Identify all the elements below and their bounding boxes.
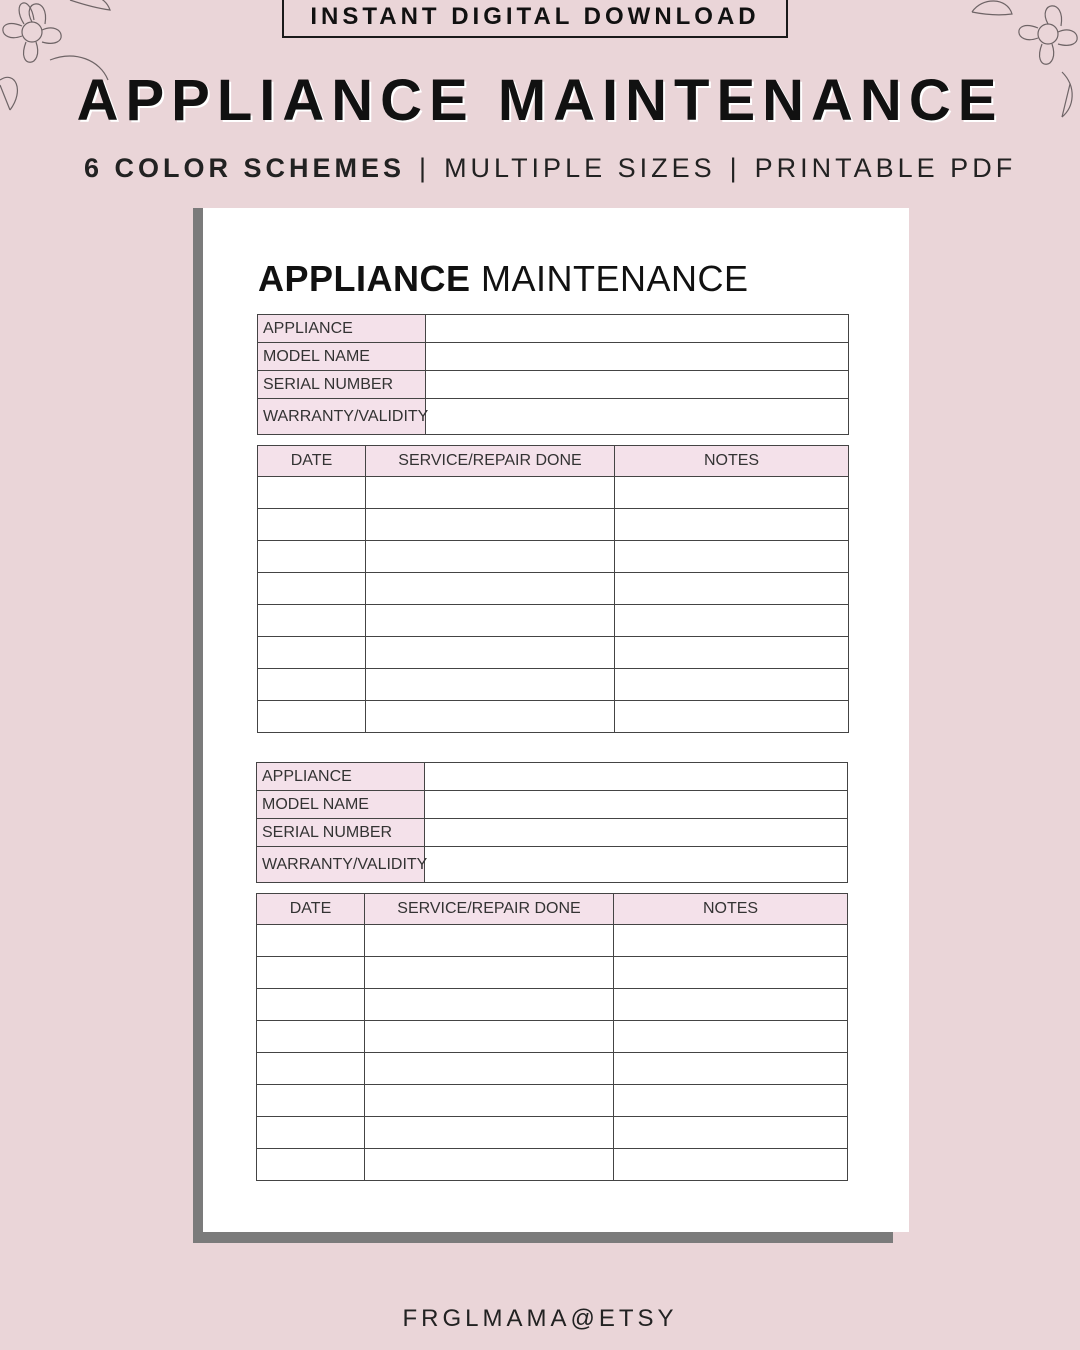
info-value-cell[interactable]: [425, 847, 848, 883]
column-header-date: DATE: [258, 446, 366, 477]
instant-download-badge: INSTANT DIGITAL DOWNLOAD: [282, 0, 788, 38]
log-cell[interactable]: [615, 573, 849, 605]
log-cell[interactable]: [258, 509, 366, 541]
log-cell[interactable]: [366, 701, 615, 733]
log-cell[interactable]: [366, 637, 615, 669]
table-row: [258, 605, 849, 637]
service-log-table: [256, 893, 848, 1181]
log-cell[interactable]: [365, 1021, 614, 1053]
info-label: WARRANTY/VALIDITY: [257, 847, 425, 883]
printable-page: [203, 208, 909, 1232]
log-cell[interactable]: [258, 605, 366, 637]
log-cell[interactable]: [258, 669, 366, 701]
log-cell[interactable]: [366, 669, 615, 701]
log-cell[interactable]: [615, 669, 849, 701]
log-cell[interactable]: [257, 1021, 365, 1053]
log-cell[interactable]: [615, 477, 849, 509]
info-value-cell[interactable]: [426, 399, 849, 435]
table-row: [258, 541, 849, 573]
table-row: [258, 509, 849, 541]
log-cell[interactable]: [615, 605, 849, 637]
log-cell[interactable]: [258, 701, 366, 733]
column-header-notes: NOTES: [615, 446, 849, 477]
log-cell[interactable]: [615, 637, 849, 669]
table-row: [257, 1053, 848, 1085]
table-row: [258, 477, 849, 509]
log-cell[interactable]: [258, 573, 366, 605]
table-row: [257, 1021, 848, 1053]
info-value-cell[interactable]: [426, 371, 849, 399]
info-label: APPLIANCE: [258, 315, 426, 343]
info-value-cell[interactable]: [426, 343, 849, 371]
log-cell[interactable]: [258, 477, 366, 509]
log-cell[interactable]: [258, 541, 366, 573]
log-cell[interactable]: [257, 957, 365, 989]
table-row: [258, 573, 849, 605]
column-header-date: DATE: [257, 894, 365, 925]
document-title: [258, 258, 749, 300]
log-cell[interactable]: [365, 1053, 614, 1085]
info-label: WARRANTY/VALIDITY: [258, 399, 426, 435]
log-cell[interactable]: [258, 637, 366, 669]
log-cell[interactable]: [365, 1117, 614, 1149]
column-header-service: SERVICE/REPAIR DONE: [365, 894, 614, 925]
table-row: [257, 989, 848, 1021]
log-cell[interactable]: [365, 989, 614, 1021]
feature-pdf: PRINTABLE PDF: [754, 153, 1017, 183]
table-row: [257, 1085, 848, 1117]
log-cell[interactable]: [257, 989, 365, 1021]
info-label: MODEL NAME: [257, 791, 425, 819]
log-cell[interactable]: [614, 1117, 848, 1149]
log-cell[interactable]: [257, 1053, 365, 1085]
info-label: APPLIANCE: [257, 763, 425, 791]
feature-separator: |: [419, 153, 431, 183]
info-label: SERIAL NUMBER: [258, 371, 426, 399]
log-cell[interactable]: [366, 573, 615, 605]
log-cell[interactable]: [615, 541, 849, 573]
feature-color-schemes: 6 COLOR SCHEMES: [84, 153, 406, 183]
log-cell[interactable]: [257, 1085, 365, 1117]
shop-credit: FRGLMAMA@ETSY: [402, 1305, 678, 1332]
table-row: [258, 637, 849, 669]
table-row: [257, 957, 848, 989]
info-label: MODEL NAME: [258, 343, 426, 371]
log-cell[interactable]: [366, 605, 615, 637]
column-header-notes: NOTES: [614, 894, 848, 925]
feature-separator: |: [729, 153, 741, 183]
table-row: [257, 925, 848, 957]
service-log-table: [257, 445, 849, 733]
info-label: SERIAL NUMBER: [257, 819, 425, 847]
document-title-bold: APPLIANCE: [258, 258, 471, 299]
log-cell[interactable]: [615, 509, 849, 541]
info-value-cell[interactable]: [426, 315, 849, 343]
log-cell[interactable]: [614, 1085, 848, 1117]
log-cell[interactable]: [365, 925, 614, 957]
table-row: [257, 1149, 848, 1181]
log-cell[interactable]: [614, 989, 848, 1021]
log-cell[interactable]: [614, 957, 848, 989]
log-cell[interactable]: [257, 1149, 365, 1181]
log-cell[interactable]: [365, 1085, 614, 1117]
log-cell[interactable]: [257, 925, 365, 957]
log-cell[interactable]: [365, 957, 614, 989]
document-title-light: MAINTENANCE: [481, 258, 749, 299]
column-header-service: SERVICE/REPAIR DONE: [366, 446, 615, 477]
appliance-info-table: [257, 314, 849, 435]
log-cell[interactable]: [614, 1053, 848, 1085]
info-value-cell[interactable]: [425, 791, 848, 819]
log-cell[interactable]: [614, 1021, 848, 1053]
appliance-info-table: [256, 762, 848, 883]
log-cell[interactable]: [614, 1149, 848, 1181]
log-cell[interactable]: [366, 477, 615, 509]
log-cell[interactable]: [365, 1149, 614, 1181]
log-cell[interactable]: [366, 509, 615, 541]
feature-line: [84, 150, 1024, 186]
log-cell[interactable]: [366, 541, 615, 573]
info-value-cell[interactable]: [425, 763, 848, 791]
feature-sizes: MULTIPLE SIZES: [444, 153, 716, 183]
page-title: APPLIANCE MAINTENANCE: [76, 68, 1004, 133]
table-row: [258, 701, 849, 733]
log-cell[interactable]: [257, 1117, 365, 1149]
log-cell[interactable]: [615, 701, 849, 733]
log-cell[interactable]: [614, 925, 848, 957]
table-row: [257, 1117, 848, 1149]
table-row: [258, 669, 849, 701]
info-value-cell[interactable]: [425, 819, 848, 847]
